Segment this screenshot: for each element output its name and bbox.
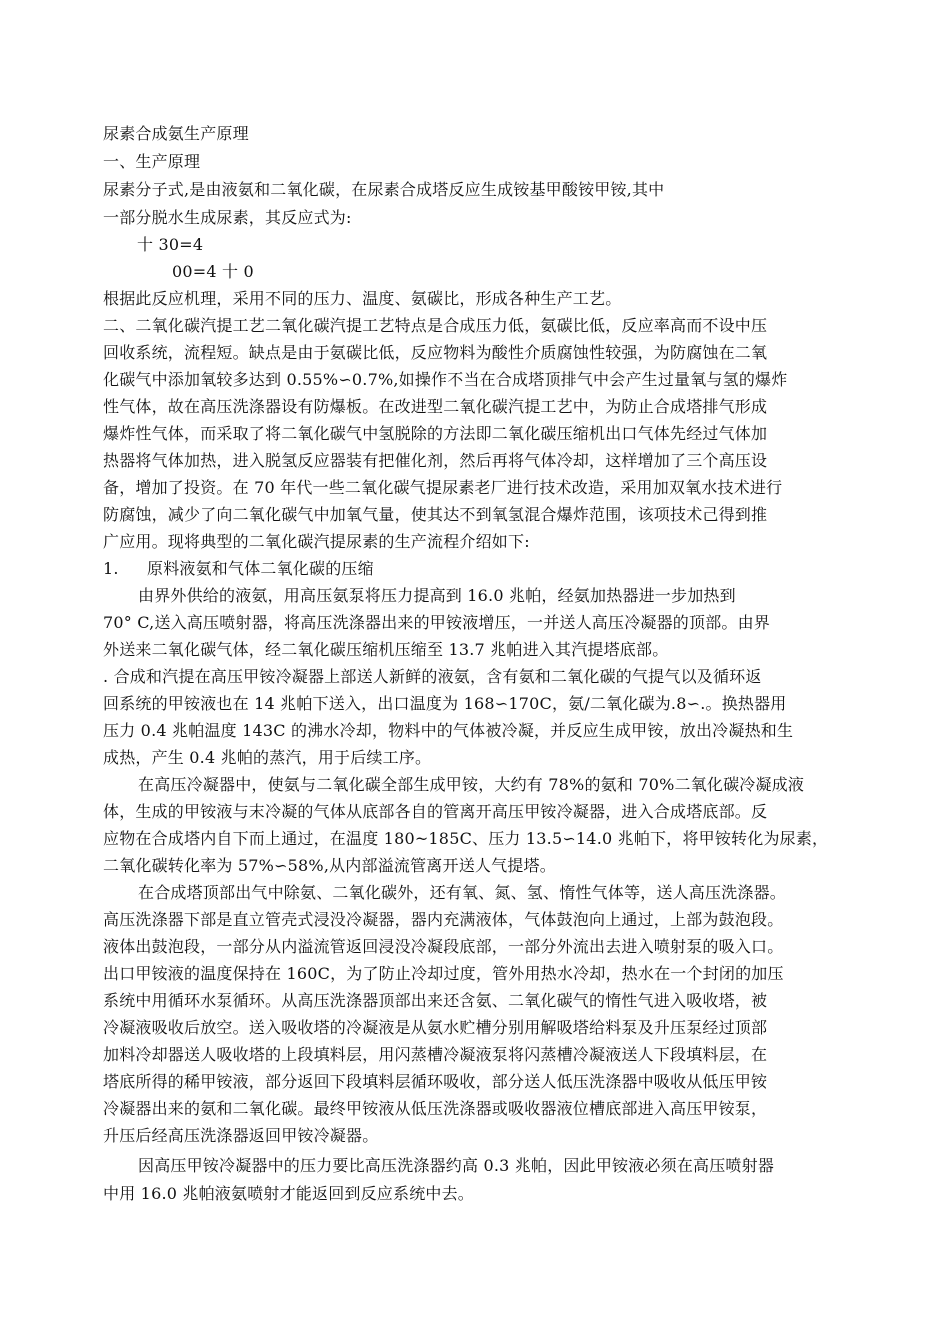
paragraph-line: 根据此反应机理，采用不同的压力、温度、氨碳比，形成各种生产工艺。: [103, 289, 622, 308]
paragraph-line: 一部分脱水生成尿素，其反应式为:: [103, 208, 352, 227]
paragraph-line: 热器将气体加热，进入脱氢反应器装有把催化剂，然后再将气体冷却，这样增加了三个高压设: [103, 451, 768, 470]
paragraph-line: 性气体，故在高压洗涤器设有防爆板。在改进型二氧化碳汽提工艺中，为防止合成塔排气形成: [103, 397, 768, 416]
paragraph-line: 备，增加了投资。在 70 年代一些二氧化碳气提尿素老厂进行技术改造，采用加双氧水技术进行: [103, 478, 783, 497]
paragraph-line: 体，生成的甲铵液与末冷凝的气体从底部各自的管离开高压甲铵冷凝器，进入合成塔底部。反: [103, 802, 768, 821]
section-heading-production-principle: 一、生产原理: [103, 152, 201, 171]
paragraph-line: 回系统的甲铵液也在 14 兆帕下送入，出口温度为 168∽170C，氨/二氧化碳为.8∽.。换热器用: [103, 694, 787, 713]
paragraph-line: 冷凝器出来的氨和二氧化碳。最终甲铵液从低压洗涤器或吸收器液位槽底部进入高压甲铵泵，: [103, 1099, 768, 1118]
paragraph-line: 液体出鼓泡段，一部分从内溢流管返回浸没冷凝段底部，一部分外流出去进入喷射泵的吸入口。: [103, 937, 784, 956]
paragraph-line: . 合成和汽提在高压甲铵冷凝器上部送人新鲜的液氨，含有氨和二氧化碳的气提气以及循环返: [103, 667, 762, 686]
paragraph-line: 系统中用循环水泵循环。从高压洗涤器顶部出来还含氨、二氧化碳气的惰性气进入吸收塔，被: [103, 991, 768, 1010]
paragraph-line: 加料冷却器送人吸收塔的上段填料层，用闪蒸槽冷凝液泵将闪蒸槽冷凝液送人下段填料层，在: [103, 1045, 768, 1064]
list-item-number: 1.: [103, 559, 119, 578]
paragraph-line: 升压后经高压洗涤器返回甲铵冷凝器。: [103, 1126, 379, 1145]
paragraph-line: 化碳气中添加氧较多达到 0.55%∽0.7%,如操作不当在合成塔顶排气中会产生过量氧与氢的爆炸: [103, 370, 788, 389]
paragraph-line: 70° C,送入高压喷射器，将高压洗涤器出来的甲铵液增压，一并送人高压冷凝器的顶部。由界: [103, 613, 771, 632]
paragraph-line: 在高压冷凝器中，使氨与二氧化碳全部生成甲铵，大约有 78%的氨和 70%二氧化碳冷凝成液: [138, 775, 805, 794]
paragraph-line: 出口甲铵液的温度保持在 160C，为了防止冷却过度，管外用热水冷却，热水在一个封闭的加压: [103, 964, 784, 983]
paragraph-line: 高压洗涤器下部是直立管壳式浸没冷凝器，器内充满液体，气体鼓泡向上通过，上部为鼓泡段。: [103, 910, 784, 929]
paragraph-line: 二氧化碳转化率为 57%∽58%,从内部溢流管离开送人气提塔。: [103, 856, 556, 875]
paragraph-line: 应物在合成塔内自下而上通过，在温度 180~185C、压力 13.5∽14.0 兆帕下，将甲铵转化为尿素，: [103, 829, 829, 848]
paragraph-line: 回收系统，流程短。缺点是由于氨碳比低，反应物料为酸性介质腐蚀性较强，为防腐蚀在二氧: [103, 343, 768, 362]
paragraph-line: 塔底所得的稀甲铵液，部分返回下段填料层循环吸收，部分送人低压洗涤器中吸收从低压甲铵: [103, 1072, 768, 1091]
list-item-heading: 原料液氨和气体二氧化碳的压缩: [147, 559, 374, 578]
paragraph-line: 爆炸性气体，而采取了将二氧化碳气中氢脱除的方法即二氧化碳压缩机出口气体先经过气体加: [103, 424, 768, 443]
paragraph-line: 在合成塔顶部出气中除氨、二氧化碳外，还有氧、氮、氢、惰性气体等，送人高压洗涤器。: [138, 883, 787, 902]
paragraph-line: 尿素分子式,是由液氨和二氧化碳，在尿素合成塔反应生成铵基甲酸铵甲铵,其中: [103, 180, 665, 199]
paragraph-line: 成热，产生 0.4 兆帕的蒸汽，用于后续工序。: [103, 748, 432, 767]
paragraph-line: 中用 16.0 兆帕液氨喷射才能返回到反应系统中去。: [103, 1184, 474, 1203]
reaction-equation-1: 十 30=4: [137, 235, 204, 254]
document-title: 尿素合成氨生产原理: [103, 124, 249, 143]
reaction-equation-2: 00=4 十 0: [172, 262, 254, 281]
paragraph-line: 冷凝液吸收后放空。送入吸收塔的冷凝液是从氨水贮槽分别用解吸塔给料泵及升压泵经过顶部: [103, 1018, 768, 1037]
section-heading-co2-stripping: 二、二氧化碳汽提工艺二氧化碳汽提工艺特点是合成压力低，氨碳比低，反应率高而不设中压: [103, 316, 768, 335]
paragraph-line: 压力 0.4 兆帕温度 143C 的沸水冷却，物料中的气体被冷凝，并反应生成甲铵，放出冷凝热和生: [103, 721, 794, 740]
paragraph-line: 外送来二氧化碳气体，经二氧化碳压缩机压缩至 13.7 兆帕进入其汽提塔底部。: [103, 640, 669, 659]
paragraph-line: 因高压甲铵冷凝器中的压力要比高压洗涤器约高 0.3 兆帕，因此甲铵液必须在高压喷射器: [138, 1156, 775, 1175]
paragraph-line: 防腐蚀，减少了向二氧化碳气中加氧气量，使其达不到氧氢混合爆炸范围，该项技术己得到推: [103, 505, 768, 524]
paragraph-line: 广应用。现将典型的二氧化碳汽提尿素的生产流程介绍如下:: [103, 532, 530, 551]
paragraph-line: 由界外供给的液氨，用高压氨泵将压力提高到 16.0 兆帕，经氨加热器进一步加热到: [138, 586, 736, 605]
